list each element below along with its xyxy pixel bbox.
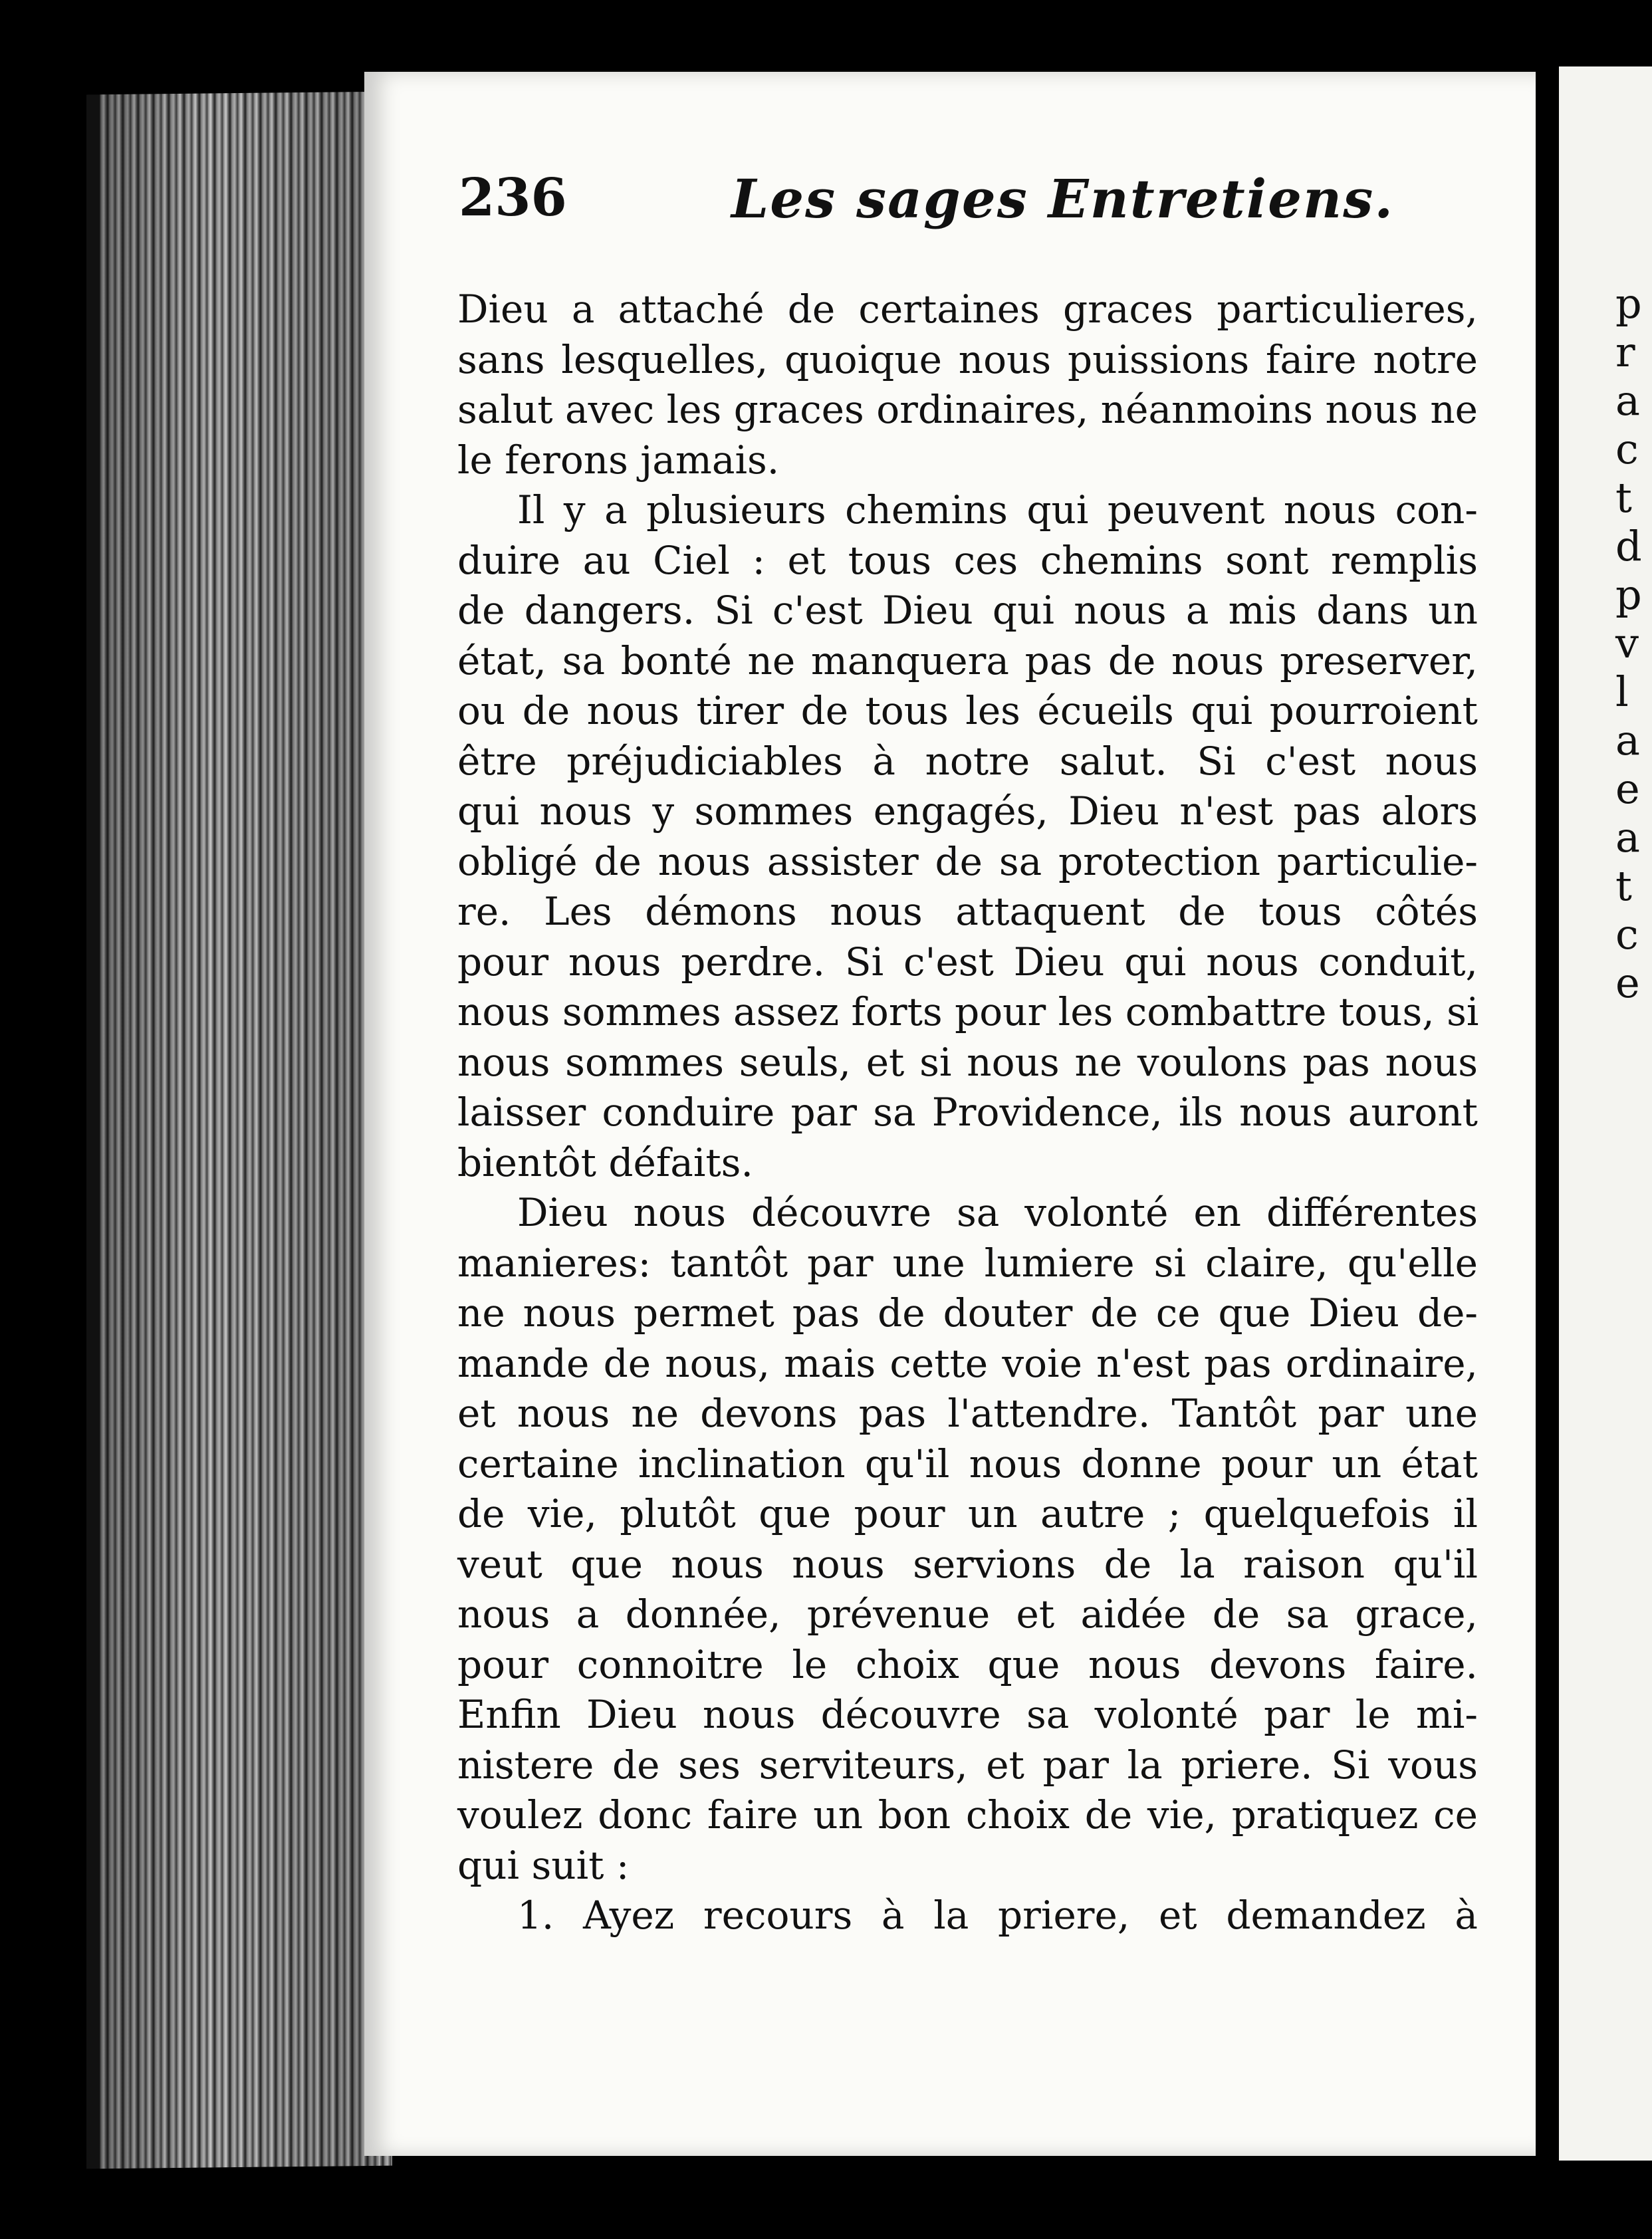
running-title: Les sages Entretiens. [731,168,1395,230]
text-line: état, sa bonté ne manquera pas de nous preserver, [457,638,1478,683]
facing-page-letter: v [1615,619,1639,667]
text-line: nous sommes assez forts pour les combattre tous, si [457,989,1479,1034]
facing-page-letter: p [1615,570,1642,619]
text-line: mande de nous, mais cette voie n'est pas ordinaire, [457,1340,1478,1386]
text-line: pour connoitre le choix que nous devons faire. [457,1641,1478,1687]
text-line: de dangers. Si c'est Dieu qui nous a mis dans un [457,588,1478,633]
text-line: Il y a plusieurs chemins qui peuvent nous con- [517,487,1478,532]
text-line: qui nous y sommes engagés, Dieu n'est pas alors [457,788,1478,834]
facing-page-letter: p [1615,279,1642,328]
facing-page-letter: d [1615,522,1642,570]
text-line: manieres: tantôt par une lumiere si claire, qu'elle [457,1240,1478,1286]
text-line: salut avec les graces ordinaires, néanmoins nous ne [457,387,1478,432]
text-line: sans lesquelles, quoique nous puissions faire notre [457,336,1478,382]
facing-page-letter: l [1615,667,1629,716]
facing-page-letter: e [1615,959,1640,1007]
text-line: être préjudiciables à notre salut. Si c'est nous [457,738,1478,784]
text-line: certaine inclination qu'il nous donne pour un état [457,1441,1478,1486]
text-line: et nous ne devons pas l'attendre. Tantôt par une [457,1391,1478,1436]
text-line: 1. Ayez recours à la priere, et demandez à [517,1893,1478,1938]
text-line: veut que nous nous servions de la raison qu'il [457,1541,1478,1587]
facing-page-letter: a [1615,813,1640,862]
text-line: re. Les démons nous attaquent de tous côtés [457,889,1478,934]
text-line: laisser conduire par sa Providence, ils nous auront [457,1090,1478,1135]
facing-page-letter: t [1615,473,1632,522]
page-number: 236 [459,168,567,228]
facing-page-letter: c [1615,910,1639,959]
text-line: pour nous perdre. Si c'est Dieu qui nous conduit, [457,939,1478,985]
facing-page-letter: a [1615,376,1640,425]
text-line: le ferons jamais. [457,437,780,483]
text-line: bientôt défaits. [457,1139,753,1185]
facing-page-letter: c [1615,425,1639,473]
text-line: Dieu nous découvre sa volonté en différentes [517,1190,1478,1235]
text-line: Dieu a attaché de certaines graces particulieres, [457,287,1478,332]
text-line: voulez donc faire un bon choix de vie, pratiquez ce [457,1792,1478,1837]
text-line: nous a donnée, prévenue et aidée de sa grace, [457,1591,1478,1637]
book-edge-shadow [100,92,379,2169]
facing-page-fragment [1615,279,1642,1007]
text-line: duire au Ciel : et tous ces chemins sont remplis [457,537,1478,583]
text-line: nous sommes seuls, et si nous ne voulons pas nous [457,1039,1478,1085]
facing-page-letter: r [1615,328,1635,376]
facing-page-letter: t [1615,862,1632,910]
text-line: de vie, plutôt que pour un autre ; quelquefois il [457,1491,1478,1536]
text-line: Enfin Dieu nous découvre sa volonté par le mi- [457,1692,1478,1737]
body-text [457,285,1479,1938]
facing-page-letter: e [1615,765,1640,813]
text-line: obligé de nous assister de sa protection particulie- [457,838,1478,884]
text-line: qui suit : [457,1842,630,1888]
facing-page-letter: a [1615,716,1640,765]
text-line: ou de nous tirer de tous les écueils qui pourroient [457,688,1478,733]
text-line: nistere de ses serviteurs, et par la priere. Si vous [457,1742,1478,1788]
text-line: ne nous permet pas de douter de ce que Dieu de- [457,1290,1478,1336]
page-header [459,168,1469,241]
